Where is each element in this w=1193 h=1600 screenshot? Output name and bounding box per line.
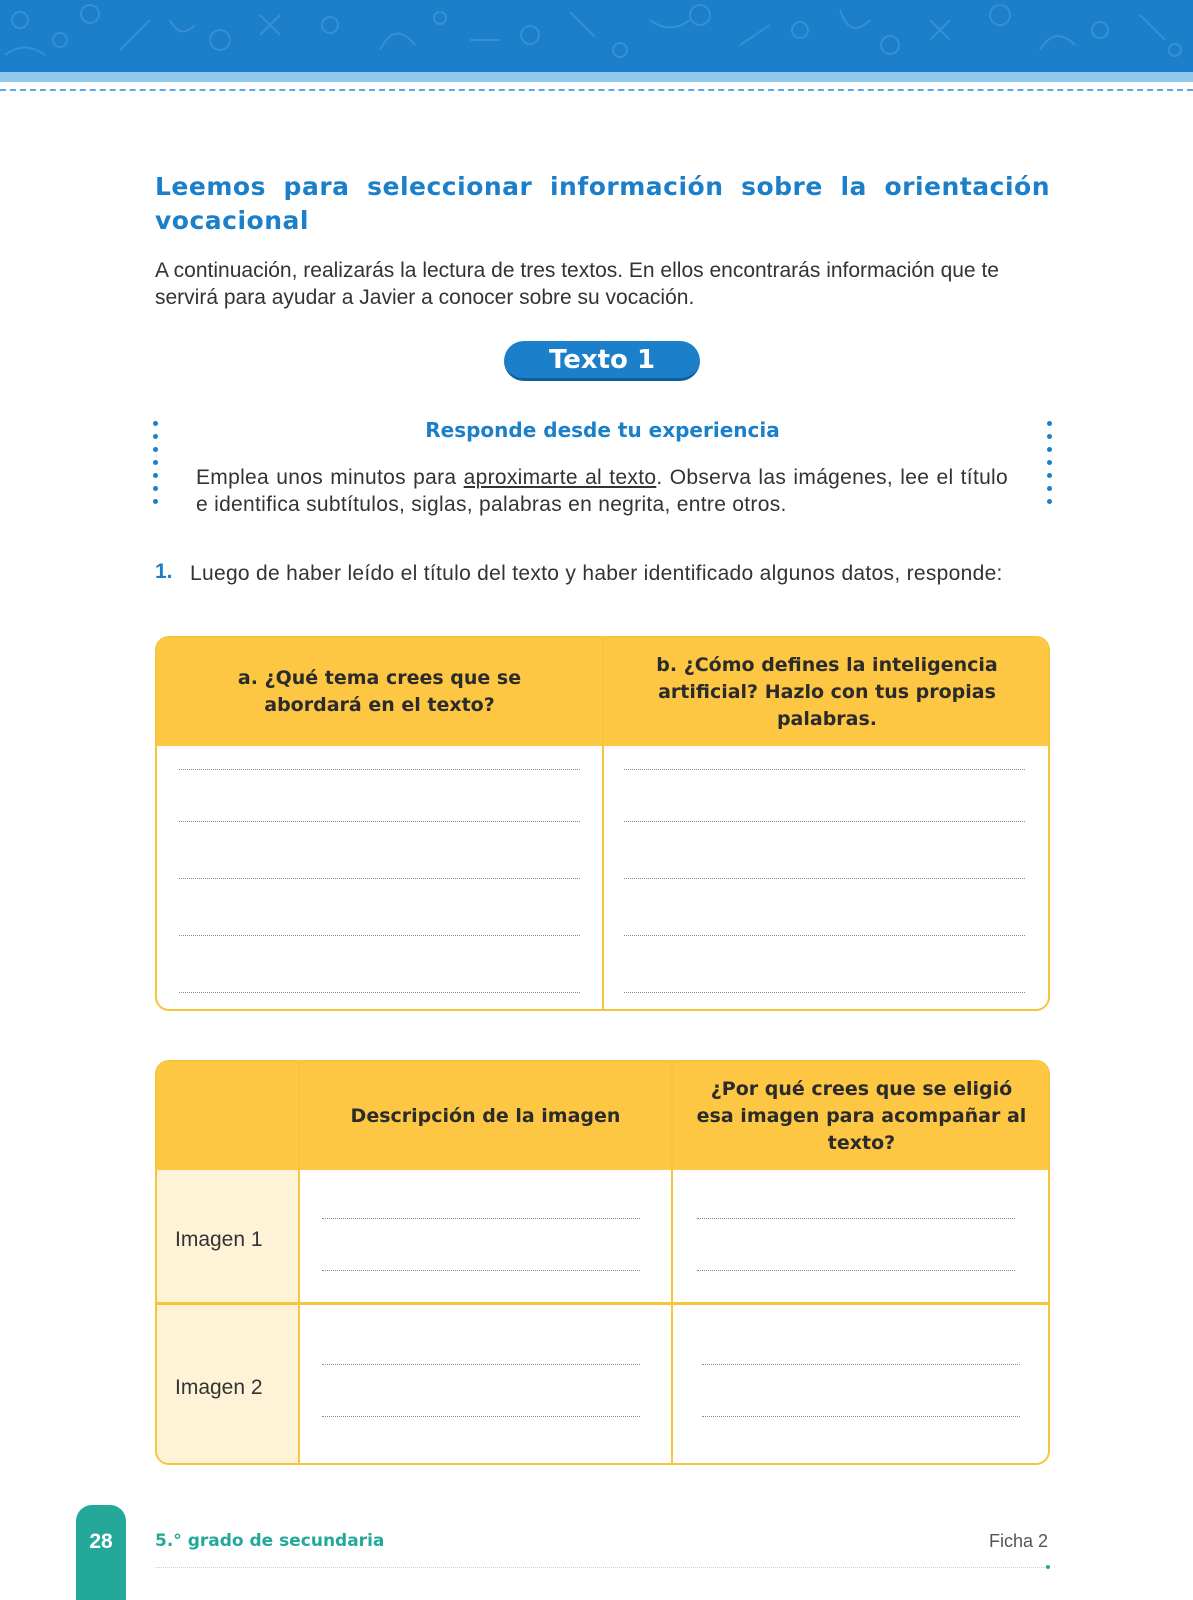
imagen1-reason-line-2[interactable] [697,1270,1015,1271]
footer-ficha: Ficha 2 [988,1531,1048,1551]
text-badge: Texto 1 [504,341,700,381]
table2-label-column [157,1170,298,1465]
imagen2-description-line-2[interactable] [322,1416,640,1417]
experience-text [196,464,1008,518]
question-number: 1. [155,560,173,583]
answer-b-line-3[interactable] [624,878,1025,879]
answer-a-line-1[interactable] [179,769,580,770]
experience-text-start: Emplea unos minutos para [196,466,464,489]
question-text: Luego de haber leído el título del texto y haber identificado algunos datos, responde: [190,562,1003,585]
row-label-imagen-2: Imagen 2 [175,1376,263,1399]
experience-title: Responde desde tu experiencia [425,418,780,442]
table2-row-divider [157,1302,1048,1305]
banner-strip [0,72,1193,82]
answer-a-line-5[interactable] [179,992,580,993]
page-number: 28 [89,1530,113,1553]
top-banner [0,0,1193,72]
imagen2-reason-line-2[interactable] [702,1416,1020,1417]
answer-b-line-2[interactable] [624,821,1025,822]
footer-dot [1046,1565,1050,1569]
imagen1-reason-line-1[interactable] [697,1218,1015,1219]
imagen2-description-line-1[interactable] [322,1364,640,1365]
page-title: Leemos para seleccionar información sobre la orientación vocacional [155,172,1050,235]
footer-grade: 5.° grado de secundaria [155,1531,385,1551]
answer-table-1 [155,636,1050,1011]
answer-a-line-2[interactable] [179,821,580,822]
imagen2-reason-line-1[interactable] [702,1364,1020,1365]
imagen1-description-line-2[interactable] [322,1270,640,1271]
banner-dashed-line [0,89,1193,91]
imagen1-description-line-1[interactable] [322,1218,640,1219]
row-label-imagen-1: Imagen 1 [175,1228,263,1251]
answer-a-line-3[interactable] [179,878,580,879]
intro-paragraph: A continuación, realizarás la lectura de tres textos. En ellos encontrarás información que te servirá para ayudar a Javier a conocer sobre su vocación. [155,259,999,309]
banner-doodle-pattern-icon [0,0,1193,72]
footer-dotted-line [155,1567,1048,1568]
table2-header-reason: ¿Por qué crees que se eligió esa imagen para acompañar al texto? [696,1077,1027,1154]
image-table [155,1060,1050,1465]
experience-text-end: . Observa las imágenes, lee el título e identifica subtítulos, siglas, palabras en negrita, entre otros. [196,466,1008,516]
answer-b-line-1[interactable] [624,769,1025,770]
answer-a-line-4[interactable] [179,935,580,936]
answer-b-line-5[interactable] [624,992,1025,993]
answer-b-line-4[interactable] [624,935,1025,936]
table2-header-description: Descripción de la imagen [350,1104,621,1127]
table1-header-b: b. ¿Cómo defines la inteligencia artificial? Hazlo con tus propias palabras. [656,653,998,730]
experience-text-underlined: aproximarte al texto [463,466,657,489]
table1-header-a: a. ¿Qué tema crees que se abordará en el texto? [237,667,522,716]
